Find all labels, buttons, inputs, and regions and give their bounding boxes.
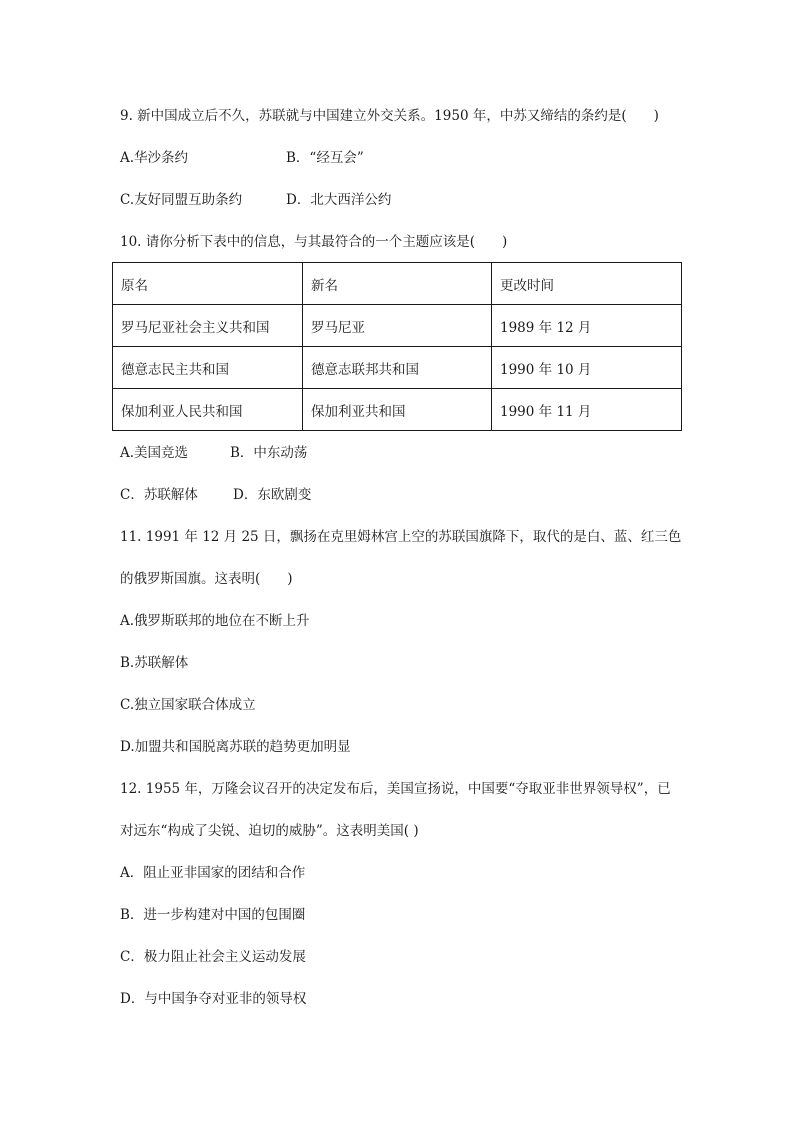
q11-stem-line1: 11. 1991 年 12 月 25 日，飘扬在克里姆林宫上空的苏联国旗降下，取代的是白、蓝、红三色 (120, 529, 682, 545)
table-cell: 罗马尼亚 (303, 305, 492, 347)
q12-option-a: A．阻止亚非国家的团结和合作 (120, 865, 306, 881)
table-header-cell: 新名 (303, 263, 492, 305)
q11-option-a: A.俄罗斯联邦的地位在不断上升 (120, 613, 310, 629)
q11-option-d: D.加盟共和国脱离苏联的趋势更加明显 (120, 739, 351, 755)
q10-option-c: C．苏联解体 (120, 487, 198, 503)
q11-stem-line2: 的俄罗斯国旗。这表明( ) (120, 571, 293, 587)
table-cell: 罗马尼亚社会主义共和国 (113, 305, 303, 347)
q9-option-a: A.华沙条约 (120, 150, 189, 166)
table-cell: 德意志联邦共和国 (303, 347, 492, 389)
table-row (113, 347, 682, 389)
q10-option-a: A.美国竞选 (120, 445, 189, 461)
table-cell: 1989 年 12 月 (492, 305, 682, 347)
q10-stem: 10. 请你分析下表中的信息，与其最符合的一个主题应该是( ) (120, 234, 508, 250)
table-cell: 保加利亚人民共和国 (113, 389, 303, 431)
name-change-table (112, 262, 682, 431)
q12-option-c: C．极力阻止社会主义运动发展 (120, 949, 306, 965)
table-row (113, 305, 682, 347)
q11-option-c: C.独立国家联合体成立 (120, 697, 256, 713)
table-cell: 1990 年 10 月 (492, 347, 682, 389)
q11-option-b: B.苏联解体 (120, 655, 189, 671)
table-header-row (113, 263, 682, 305)
q12-stem-line2: 对远东“构成了尖锐、迫切的威胁”。这表明美国( ) (120, 823, 419, 839)
q10-option-b: B．中东动荡 (230, 445, 308, 461)
q12-option-d: D．与中国争夺对亚非的领导权 (120, 991, 307, 1007)
q9-option-b: B．“经互会” (286, 150, 364, 166)
table-row (113, 389, 682, 431)
table-cell: 1990 年 11 月 (492, 389, 682, 431)
table-cell: 德意志民主共和国 (113, 347, 303, 389)
q9-option-d: D．北大西洋公约 (286, 192, 392, 208)
q12-stem-line1: 12. 1955 年，万隆会议召开的决定发布后，美国宣扬说，中国要“夺取亚非世界领导权”，已 (120, 781, 671, 797)
table-header-cell: 更改时间 (492, 263, 682, 305)
q9-option-c: C.友好同盟互助条约 (120, 192, 243, 208)
q9-stem: 9. 新中国成立后不久，苏联就与中国建立外交关系。1950 年，中苏又缔结的条约是( ) (120, 108, 659, 124)
table-header-cell: 原名 (113, 263, 303, 305)
q12-option-b: B．进一步构建对中国的包围圈 (120, 907, 306, 923)
q10-option-d: D．东欧剧变 (233, 487, 312, 503)
table-cell: 保加利亚共和国 (303, 389, 492, 431)
